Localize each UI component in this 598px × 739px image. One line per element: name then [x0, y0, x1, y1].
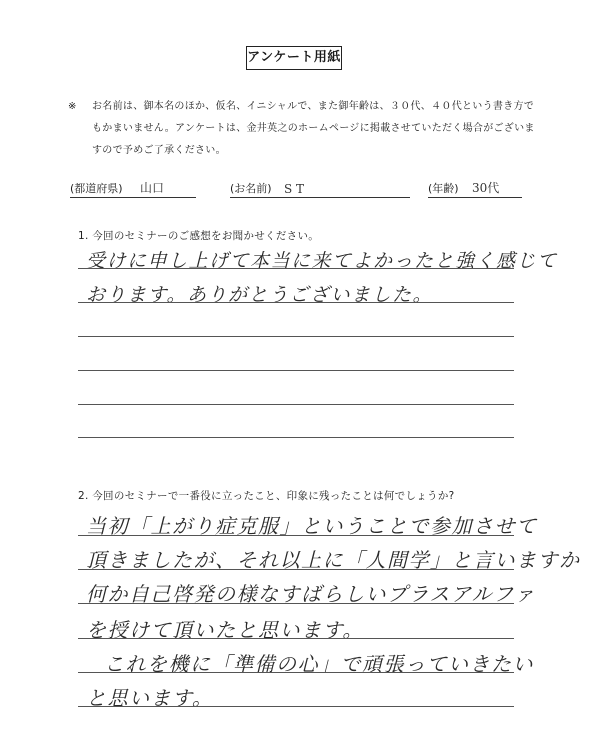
q2-answer-line-4: を授けて頂いたと思います。 [86, 618, 364, 642]
prefecture-field[interactable] [70, 178, 196, 198]
q2-answer-line-3: 何か自己啓発の様なすばらしいプラスアルファ [86, 582, 536, 606]
notice-mark: ※ [68, 101, 77, 112]
prefecture-value: 山口 [140, 181, 165, 195]
q1-ruled-line [78, 336, 514, 337]
notice-text: お名前は、御本名のほか、仮名、イニシャルで、また御年齢は、３０代、４０代という書き方でもかまいません。アンケートは、金井英之のホームページに掲載させていただく場合がございますので予めご了承ください。 [92, 101, 535, 156]
name-field[interactable] [230, 178, 410, 198]
q2-ruled-line [78, 638, 514, 639]
q1-ruled-line [78, 437, 514, 438]
q1-ruled-line [78, 370, 514, 371]
respondent-info [0, 178, 598, 200]
q1-ruled-line [78, 404, 514, 405]
q2-ruled-line [78, 569, 514, 570]
q1-ruled-line [78, 302, 514, 303]
name-label: (お名前) [230, 182, 272, 195]
q1-ruled-line [78, 268, 514, 269]
q1-answer-line-2: おります。ありがとうございました。 [86, 284, 433, 306]
q2-answer-line-6: と思います。 [86, 686, 214, 710]
q2-ruled-line [78, 535, 514, 536]
question-2-label: 2. 今回のセミナーで一番役に立ったこと、印象に残ったことは何でしょうか? [78, 490, 455, 502]
name-value: S T [284, 182, 305, 196]
form-title: アンケート用紙 [246, 46, 342, 70]
q2-ruled-line [78, 706, 514, 707]
question-1-label: 1. 今回のセミナーのご感想をお聞かせください。 [78, 230, 320, 242]
prefecture-label: (都道府県) [70, 182, 123, 195]
age-field[interactable] [428, 178, 522, 198]
q2-ruled-line [78, 672, 514, 673]
age-label: (年齢) [428, 182, 459, 195]
age-value: 30代 [472, 181, 500, 195]
q1-answer-line-1: 受けに申し上げて本当に来てよかったと強く感じて [86, 250, 558, 272]
q2-answer-line-5: これを機に「準備の心」で頑張っていきたい [104, 652, 534, 676]
q2-ruled-line [78, 603, 514, 604]
notice [68, 96, 538, 162]
q2-answer-line-1: 当初「上がり症克服」ということで参加させて [86, 514, 538, 538]
q2-answer-line-2: 頂きましたが、それ以上に「人間学」と言いますか [86, 548, 581, 572]
